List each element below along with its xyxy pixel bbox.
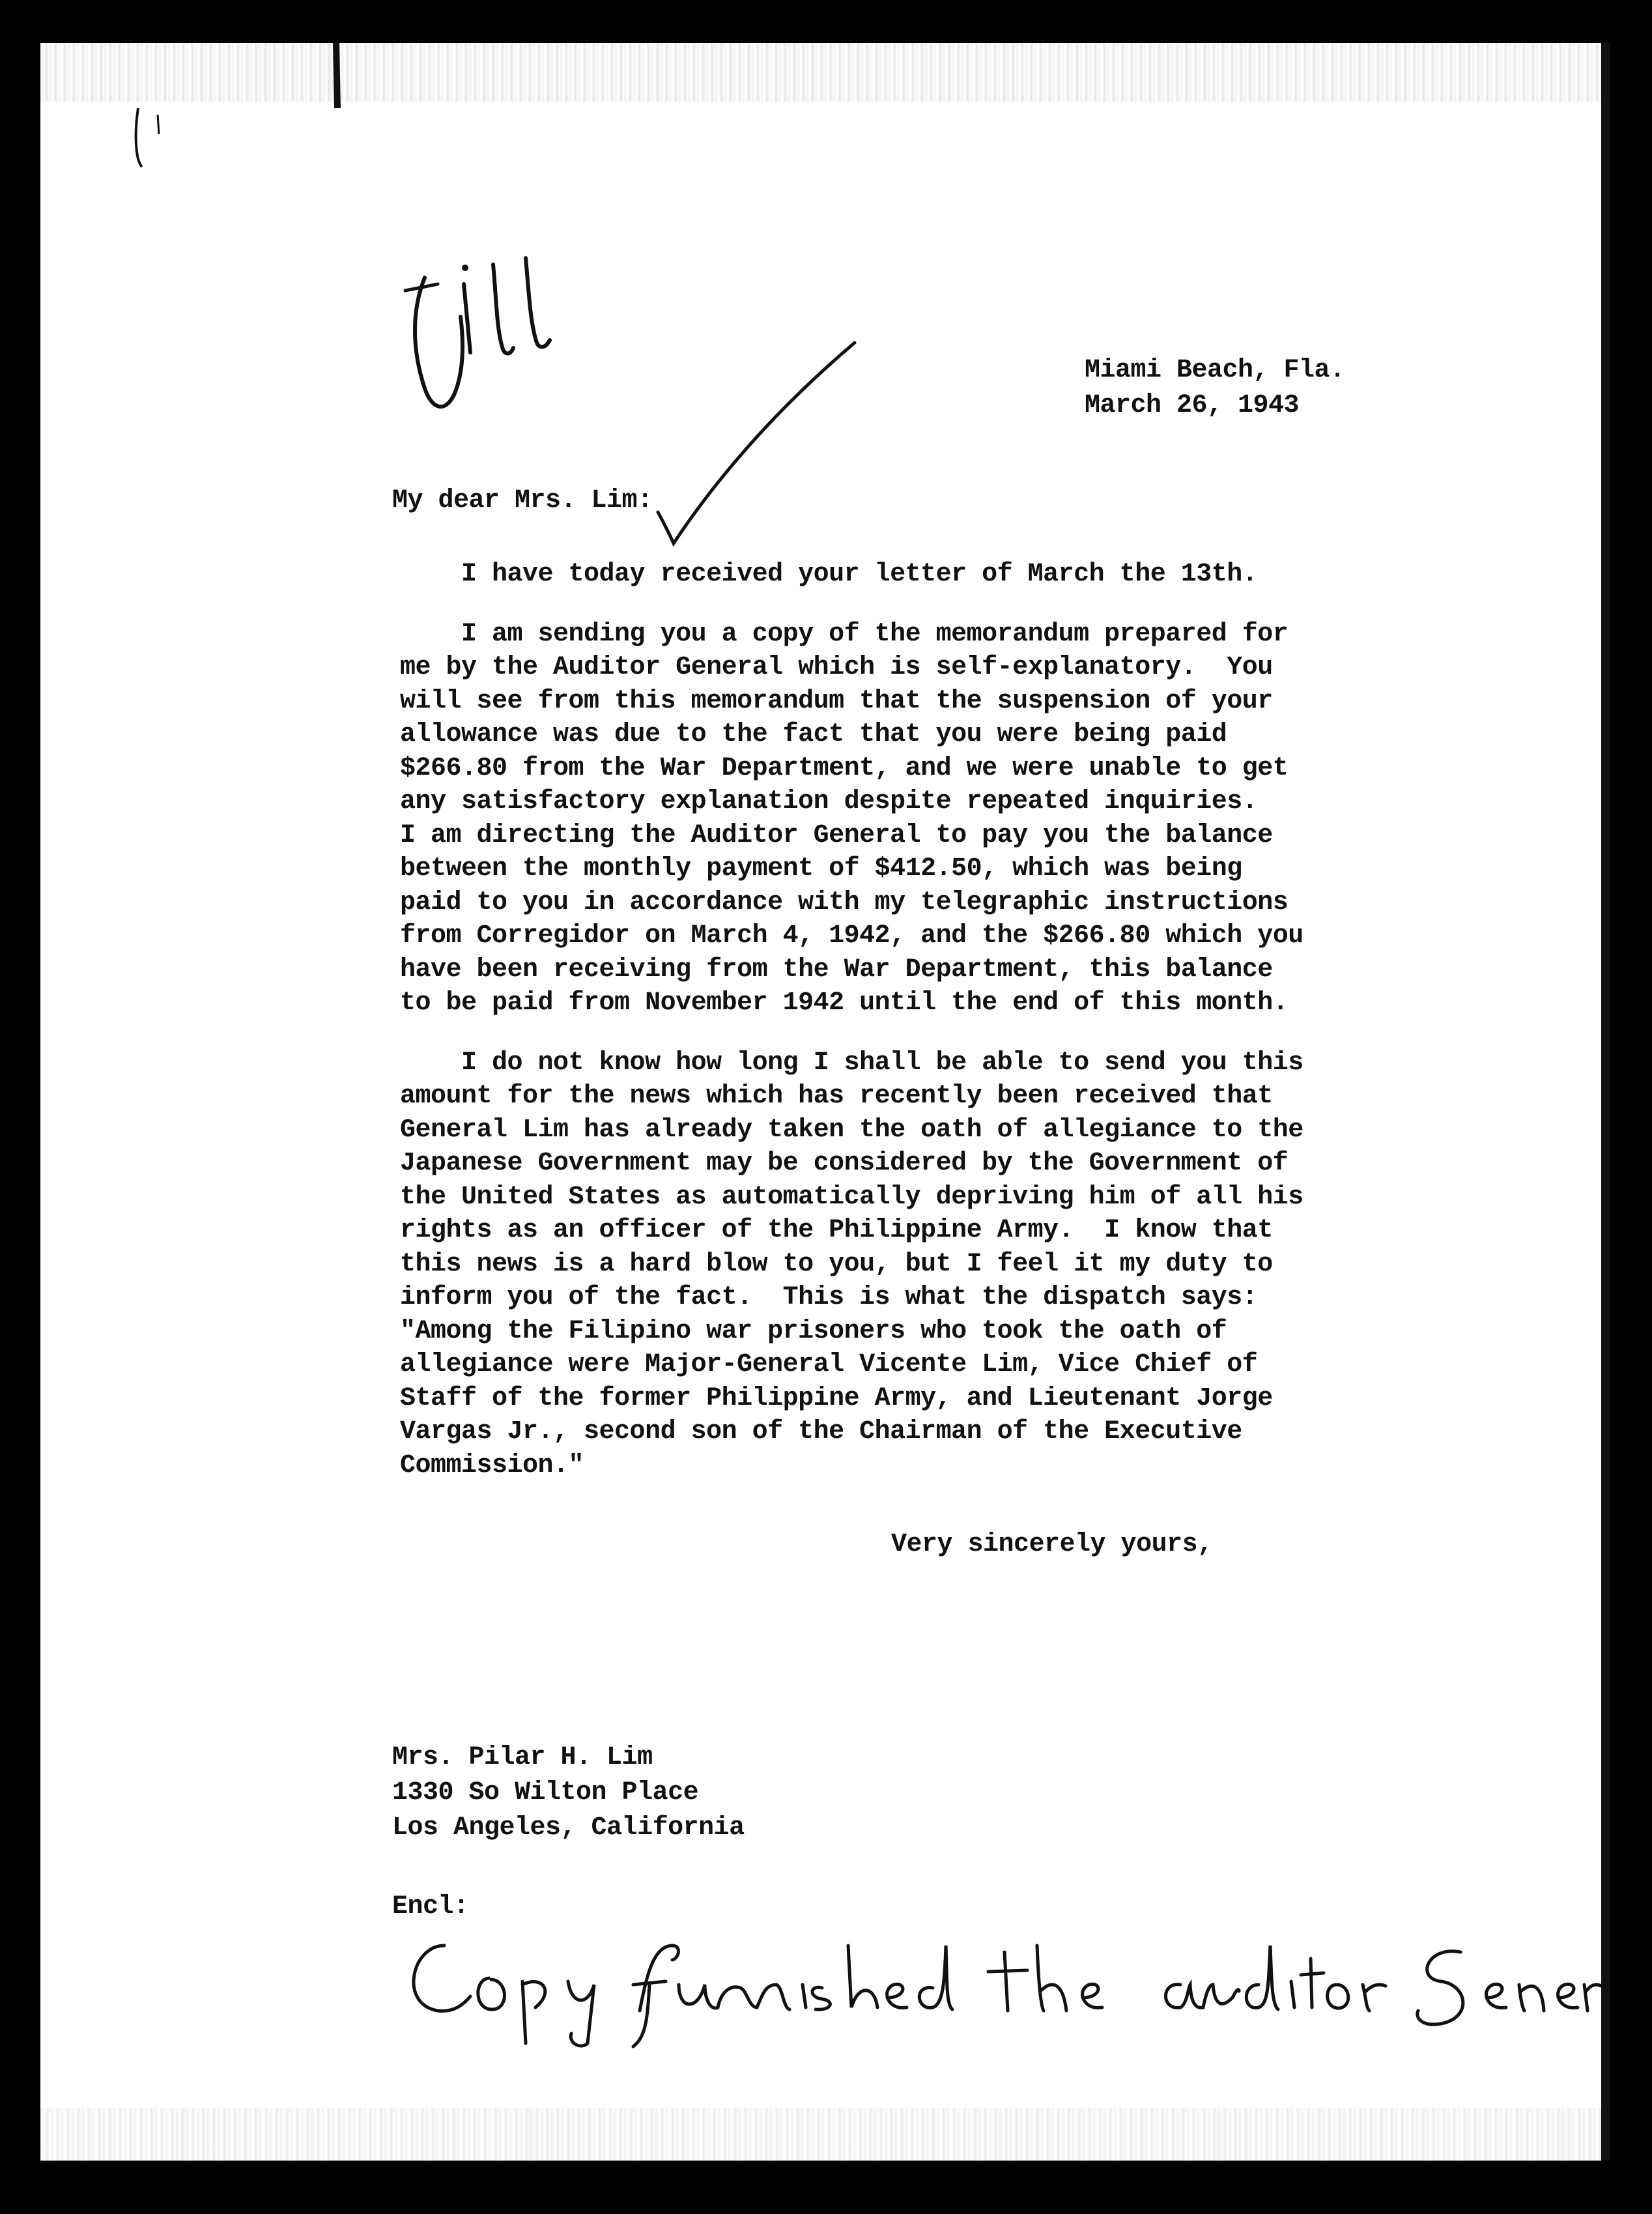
paragraph-2 bbox=[400, 618, 1442, 1020]
text-line: will see from this memorandum that the suspension of your bbox=[400, 686, 1273, 716]
date-line: March 26, 1943 bbox=[1085, 391, 1300, 420]
check-mark bbox=[653, 336, 861, 551]
text-line: Vargas Jr., second son of the Chairman of the Executive bbox=[400, 1417, 1242, 1446]
address-city: Los Angeles, California bbox=[392, 1813, 745, 1843]
text-line: amount for the news which has recently been received that bbox=[400, 1082, 1273, 1111]
handwritten-file-note bbox=[366, 238, 601, 447]
text-line: General Lim has already taken the oath of allegiance to the bbox=[400, 1115, 1303, 1145]
text-line: Staff of the former Philippine Army, and Lieutenant Jorge bbox=[400, 1383, 1273, 1413]
text-line: have been receiving from the War Department, this balance bbox=[400, 955, 1273, 985]
text-line: any satisfactory explanation despite repeated inquiries. bbox=[400, 787, 1258, 816]
text-line: I do not know how long I shall be able to send you this bbox=[400, 1048, 1303, 1078]
text-line: Japanese Government may be considered by the Government of bbox=[400, 1149, 1289, 1178]
place-line: Miami Beach, Fla. bbox=[1085, 356, 1345, 385]
letter-body bbox=[400, 558, 1442, 1508]
binding-mark bbox=[327, 43, 347, 115]
text-line: allowance was due to the fact that you were being paid bbox=[400, 720, 1227, 749]
date-block bbox=[1085, 353, 1345, 424]
text-line: between the monthly payment of $412.50, which was being bbox=[400, 854, 1242, 884]
text-line: Commission." bbox=[400, 1450, 584, 1480]
recipient-address bbox=[392, 1740, 745, 1846]
text-line: I am sending you a copy of the memorandum prepared for bbox=[400, 619, 1289, 649]
text-line: inform you of the fact. This is what the dispatch says: bbox=[400, 1283, 1258, 1312]
text-line: the United States as automatically depriving him of all his bbox=[400, 1182, 1303, 1212]
right-edge-shadow bbox=[1601, 43, 1610, 2161]
text-line: to be paid from November 1942 until the end of this month. bbox=[400, 988, 1289, 1018]
text-line: rights as an officer of the Philippine Army. I know that bbox=[400, 1216, 1273, 1245]
text-line: paid to you in accordance with my telegraphic instructions bbox=[400, 887, 1289, 917]
closing: Very sincerely yours, bbox=[891, 1530, 1213, 1559]
text-line: $266.80 from the War Department, and we were unable to get bbox=[400, 753, 1289, 783]
text-line: me by the Auditor General which is self-explanatory. You bbox=[400, 653, 1273, 682]
top-left-margin-mark bbox=[132, 95, 171, 186]
handwritten-copy-note bbox=[392, 1919, 1604, 2050]
paragraph-1 bbox=[400, 558, 1442, 592]
text-line: "Among the Filipino war prisoners who took the oath of bbox=[400, 1316, 1227, 1346]
salutation: My dear Mrs. Lim: bbox=[392, 486, 653, 515]
text-line: this news is a hard blow to you, but I feel it my duty to bbox=[400, 1249, 1273, 1279]
letter-page bbox=[40, 43, 1610, 2161]
address-name: Mrs. Pilar H. Lim bbox=[392, 1743, 653, 1772]
text-line: I have today received your letter of March the 13th. bbox=[400, 560, 1258, 589]
bottom-edge-noise bbox=[40, 2108, 1610, 2161]
paragraph-3 bbox=[400, 1046, 1442, 1483]
address-street: 1330 So Wilton Place bbox=[392, 1778, 699, 1807]
top-edge-noise bbox=[40, 43, 1610, 102]
enclosure-label: Encl: bbox=[392, 1892, 469, 1921]
text-line: allegiance were Major-General Vicente Lim, Vice Chief of bbox=[400, 1350, 1258, 1379]
text-line: from Corregidor on March 4, 1942, and the $266.80 which you bbox=[400, 921, 1303, 951]
text-line: I am directing the Auditor General to pay you the balance bbox=[400, 820, 1273, 850]
